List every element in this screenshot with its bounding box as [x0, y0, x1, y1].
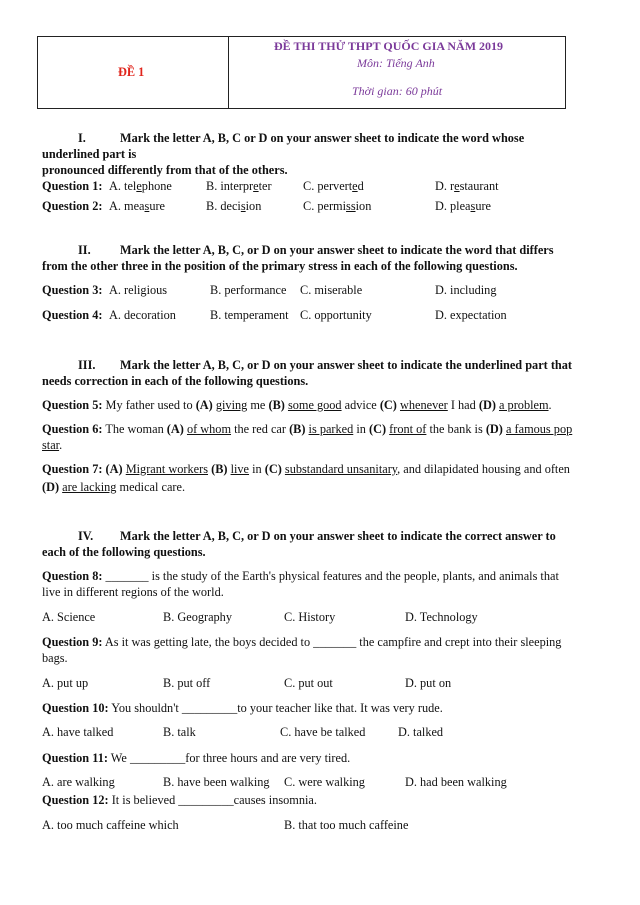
- section-1-number: I.: [78, 131, 86, 145]
- question-2-option-a[interactable]: A. measure: [109, 199, 166, 213]
- question-8-stem-line2: live in different regions of the world.: [42, 585, 224, 599]
- question-4-option-a[interactable]: A. decoration: [109, 308, 176, 322]
- question-11-label: Question 11:: [42, 751, 108, 765]
- question-10-label: Question 10:: [42, 701, 109, 715]
- question-3-label: Question 3:: [42, 283, 103, 297]
- question-3-option-d[interactable]: D. including: [435, 283, 497, 297]
- section-1-instruction-line3: pronounced differently from that of the others.: [42, 163, 288, 177]
- header-divider: [228, 36, 229, 109]
- exam-time: Thời gian: 60 phút: [352, 84, 443, 98]
- question-5-part-c[interactable]: whenever: [399, 398, 448, 412]
- question-4-option-b[interactable]: B. temperament: [210, 308, 289, 322]
- exam-subject: Môn: Tiếng Anh: [357, 56, 435, 70]
- question-11-stem: Question 11: We _________for three hours and are very tired.: [42, 751, 351, 765]
- question-12-option-b[interactable]: B. that too much caffeine: [284, 818, 409, 832]
- question-1-option-d[interactable]: D. restaurant: [435, 179, 499, 193]
- question-9-stem-line2: bags.: [42, 651, 68, 665]
- question-6-part-c[interactable]: front of: [389, 422, 427, 436]
- question-10-option-d[interactable]: D. talked: [398, 725, 444, 739]
- question-7-part-b[interactable]: live: [230, 462, 250, 476]
- question-9-option-c[interactable]: C. put out: [284, 676, 333, 690]
- question-10-option-a[interactable]: A. have talked: [42, 725, 114, 739]
- exam-code: ĐỀ 1: [118, 65, 145, 79]
- question-2-label: Question 2:: [42, 199, 103, 213]
- question-2-option-b[interactable]: B. decision: [206, 199, 262, 213]
- question-3-option-b[interactable]: B. performance: [210, 283, 287, 297]
- question-6-part-d[interactable]: a famous pop: [505, 422, 573, 436]
- exam-title: ĐỀ THI THỬ THPT QUỐC GIA NĂM 2019: [274, 39, 504, 53]
- question-8-option-b[interactable]: B. Geography: [163, 610, 232, 624]
- section-4-instruction-line1: Mark the letter A, B, C, or D on your answer sheet to indicate the correct answer to: [120, 529, 556, 543]
- question-9-label: Question 9:: [42, 635, 103, 649]
- question-11-option-b[interactable]: B. have been walking: [163, 775, 270, 789]
- question-6-label: Question 6:: [42, 422, 103, 436]
- question-7-label: Question 7:: [42, 462, 103, 476]
- question-5-part-a[interactable]: giving: [215, 398, 248, 412]
- question-1-option-c[interactable]: C. perverted: [303, 179, 364, 193]
- question-4-option-d[interactable]: D. expectation: [435, 308, 507, 322]
- question-5-label: Question 5:: [42, 398, 103, 412]
- question-7: Question 7: (A) Migrant workers (B) live in (C) substandard unsanitary, and dilapidated housing and often: [42, 462, 570, 476]
- section-4-number: IV.: [78, 529, 94, 543]
- question-7-line2: (D) are lacking medical care.: [42, 480, 186, 494]
- question-12-option-a[interactable]: A. too much caffeine which: [42, 818, 179, 832]
- question-10-option-b[interactable]: B. talk: [163, 725, 196, 739]
- question-2-option-c[interactable]: C. permission: [303, 199, 372, 213]
- question-8-option-d[interactable]: D. Technology: [405, 610, 478, 624]
- question-11-option-c[interactable]: C. were walking: [284, 775, 365, 789]
- question-9-option-d[interactable]: D. put on: [405, 676, 452, 690]
- question-4-option-c[interactable]: C. opportunity: [300, 308, 372, 322]
- question-6-part-b[interactable]: is parked: [308, 422, 354, 436]
- question-10-stem: Question 10: You shouldn't _________to your teacher like that. It was very rude.: [42, 701, 443, 715]
- question-8-option-a[interactable]: A. Science: [42, 610, 96, 624]
- question-6: Question 6: The woman (A) of whom the red car (B) is parked in (C) front of the bank is (D) a famous pop: [42, 422, 573, 436]
- question-9-stem: Question 9: As it was getting late, the boys decided to _______ the campfire and crept into their sleeping: [42, 635, 562, 649]
- question-6-line2: star.: [42, 438, 63, 452]
- question-5-part-d[interactable]: a problem: [499, 398, 549, 412]
- section-2-number: II.: [78, 243, 91, 257]
- question-1-label: Question 1:: [42, 179, 103, 193]
- question-12-label: Question 12:: [42, 793, 109, 807]
- question-11-option-a[interactable]: A. are walking: [42, 775, 115, 789]
- question-10-option-c[interactable]: C. have be talked: [280, 725, 366, 739]
- section-3-number: III.: [78, 358, 96, 372]
- question-5: Question 5: My father used to (A) giving me (B) some good advice (C) whenever I had (D) a problem.: [42, 398, 552, 412]
- section-4-instruction-line2: each of the following questions.: [42, 545, 206, 559]
- question-8-label: Question 8:: [42, 569, 103, 583]
- question-8-option-c[interactable]: C. History: [284, 610, 336, 624]
- question-11-option-d[interactable]: D. had been walking: [405, 775, 507, 789]
- question-12-stem: Question 12: It is believed _________causes insomnia.: [42, 793, 317, 807]
- question-1-option-b[interactable]: B. interpreter: [206, 179, 272, 193]
- question-5-part-b[interactable]: some good: [287, 398, 342, 412]
- question-2-option-d[interactable]: D. pleasure: [435, 199, 492, 213]
- question-9-option-a[interactable]: A. put up: [42, 676, 89, 690]
- section-3-instruction-line1: Mark the letter A, B, C, or D on your answer sheet to indicate the underlined part that: [120, 358, 573, 372]
- question-3-option-c[interactable]: C. miserable: [300, 283, 363, 297]
- question-7-part-d[interactable]: are lacking: [62, 480, 117, 494]
- section-1-instruction-line1: Mark the letter A, B, C or D on your answer sheet to indicate the word whose: [120, 131, 525, 145]
- question-8-stem: Question 8: _______ is the study of the Earth's physical features and the people, plants, and animals that: [42, 569, 559, 583]
- question-4-label: Question 4:: [42, 308, 103, 322]
- section-1-instruction-line2: underlined part is: [42, 147, 137, 161]
- section-2-instruction-line2: from the other three in the position of the primary stress in each of the following questions.: [42, 259, 518, 273]
- question-3-option-a[interactable]: A. religious: [109, 283, 168, 297]
- question-7-part-a[interactable]: Migrant workers: [125, 462, 209, 476]
- section-2-instruction-line1: Mark the letter A, B, C, or D on your answer sheet to indicate the word that differs: [120, 243, 554, 257]
- section-3-instruction-line2: needs correction in each of the following questions.: [42, 374, 309, 388]
- question-1-option-a[interactable]: A. telephone: [109, 179, 172, 193]
- question-9-option-b[interactable]: B. put off: [163, 676, 211, 690]
- question-7-part-c[interactable]: substandard unsanitary: [284, 462, 398, 476]
- question-6-part-a[interactable]: of whom: [186, 422, 232, 436]
